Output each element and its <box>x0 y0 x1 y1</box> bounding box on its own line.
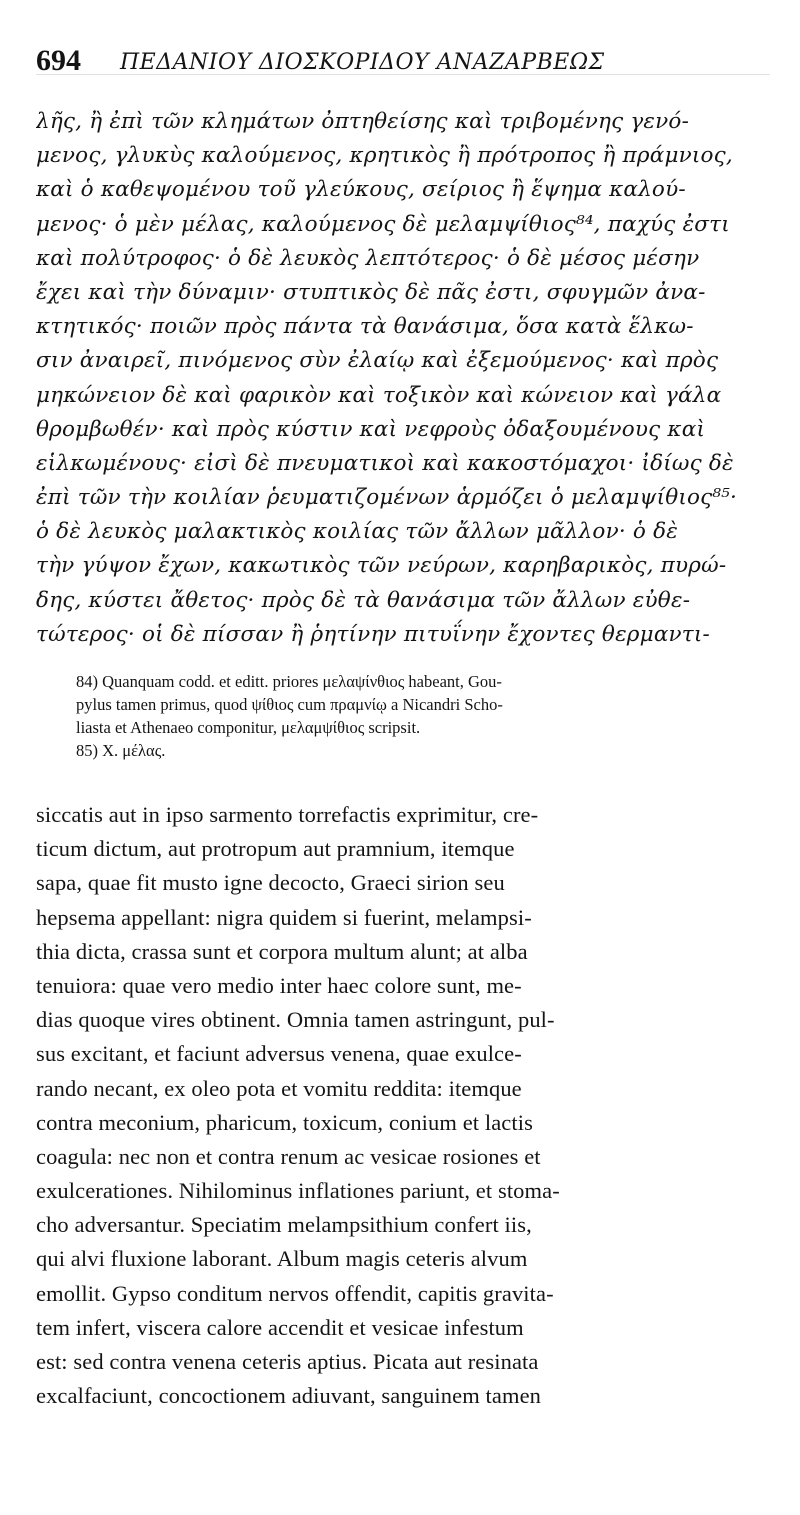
greek-line: δης, κύστει ἄθετος· πρὸς δὲ τὰ θανάσιμα τῶν ἄλλων εὐθε- <box>36 587 691 613</box>
greek-line: ἔχει καὶ τὴν δύναμιν· στυπτικὸς δὲ πᾶς ἐστι, σφυγμῶν ἀνα- <box>36 279 706 305</box>
greek-line: καὶ ὁ καθεψομένου τοῦ γλεύκους, σείριος ἢ ἕψημα καλού- <box>36 177 686 203</box>
footnote-line: 85) X. μέλας. <box>76 741 166 760</box>
latin-line: rando necant, ex oleo pota et vomitu reddita: itemque <box>36 1075 522 1101</box>
page-header <box>36 30 770 75</box>
latin-line: est: sed contra venena ceteris aptius. Picata aut resinata <box>36 1349 539 1374</box>
greek-line: τὴν γύψον ἔχων, κακωτικὸς τῶν νεύρων, καρηβαρικὸς, πυρώ- <box>36 553 727 579</box>
page-number: 694 <box>36 44 81 77</box>
greek-line: θρομβωθέν· καὶ πρὸς κύστιν καὶ νεφροὺς ὀδαξουμένους καὶ <box>36 416 706 442</box>
latin-line: exulcerationes. Nihilominus inflationes pariunt, et stoma- <box>36 1178 560 1204</box>
latin-line: dias quoque vires obtinent. Omnia tamen astringunt, pul- <box>36 1007 555 1033</box>
latin-line: coagula: nec non et contra renum ac vesicae rosiones et <box>36 1143 541 1169</box>
running-head: ΠΕΔΑΝΙΟΥ ΔΙΟΣΚΟΡΙΔΟΥ ΑΝΑΖΑΡΒΕΩΣ <box>120 50 605 75</box>
greek-line: κτητικός· ποιῶν πρὸς πάντα τὰ θανάσιμα, ὅσα κατὰ ἕλκω- <box>36 314 694 340</box>
greek-line: καὶ πολύτροφος· ὁ δὲ λευκὸς λεπτότερος· ὁ δὲ μέσος μέσην <box>36 245 700 271</box>
footnotes <box>36 670 770 762</box>
greek-line: τώτερος· οἱ δὲ πίσσαν ἢ ῥητίνην πιτυΐνην ἔχοντες θερμαντι- <box>36 621 710 647</box>
latin-line: siccatis aut in ipso sarmento torrefactis exprimitur, cre- <box>36 802 539 827</box>
greek-line: σιν ἀναιρεῖ, πινόμενος σὺν ἐλαίῳ καὶ ἐξεμούμενος· καὶ πρὸς <box>36 348 719 374</box>
greek-line: ἐπὶ τῶν τὴν κοιλίαν ῥευματιζομένων ἁρμόζει ὁ μελαμψίθιος⁸⁵· <box>36 485 738 511</box>
latin-line: cho adversantur. Speciatim melampsithium confert iis, <box>36 1212 532 1238</box>
latin-line: sapa, quae fit musto igne decocto, Graeci sirion seu <box>36 870 505 896</box>
latin-line: thia dicta, crassa sunt et corpora multum alunt; at alba <box>36 938 528 964</box>
greek-line: λῆς, ἢ ἐπὶ τῶν κλημάτων ὀπτηθείσης καὶ τριβομένης γενό- <box>36 109 690 134</box>
latin-line: contra meconium, pharicum, toxicum, conium et lactis <box>36 1109 533 1135</box>
greek-line: μηκώνειον δὲ καὶ φαρικὸν καὶ τοξικὸν καὶ κώνειον καὶ γάλα <box>36 382 722 408</box>
latin-translation <box>36 798 770 1413</box>
latin-line: tem infert, viscera calore accendit et vesicae infestum <box>36 1314 524 1340</box>
greek-line: ὁ δὲ λευκὸς μαλακτικὸς κοιλίας τῶν ἄλλων μᾶλλον· ὁ δὲ <box>36 519 678 545</box>
footnote-line: liasta et Athenaeo componitur, μελαμψίθιος scripsit. <box>76 718 421 737</box>
footnote-line: pylus tamen primus, quod ψίθιος cum πραμνίῳ a Nicandri Scho- <box>76 695 503 714</box>
greek-text <box>36 105 770 652</box>
latin-line: sus excitant, et faciunt adversus venena, quae exulce- <box>36 1041 522 1067</box>
footnote-line: 84) Quanquam codd. et editt. priores μελαψίνθιος habeant, Gou- <box>76 672 502 691</box>
latin-line: emollit. Gypso conditum nervos offendit, capitis gravita- <box>36 1280 554 1306</box>
latin-line: qui alvi fluxione laborant. Album magis ceteris alvum <box>36 1246 528 1272</box>
latin-line: ticum dictum, aut protropum aut pramnium, itemque <box>36 836 515 862</box>
greek-line: εἱλκωμένους· εἰσὶ δὲ πνευματικοὶ καὶ κακοστόμαχοι· ἰδίως δὲ <box>36 450 734 476</box>
latin-line: excalfaciunt, concoctionem adiuvant, sanguinem tamen <box>36 1383 542 1409</box>
latin-line: hepsema appellant: nigra quidem si fuerint, melampsi- <box>36 904 532 930</box>
greek-line: μενος, γλυκὺς καλούμενος, κρητικὸς ἢ πρότροπος ἢ πράμνιος, <box>36 143 733 169</box>
latin-line: tenuiora: quae vero medio inter haec colore sunt, me- <box>36 972 522 998</box>
greek-line: μενος· ὁ μὲν μέλας, καλούμενος δὲ μελαμψίθιος⁸⁴, παχύς ἐστι <box>36 211 730 237</box>
